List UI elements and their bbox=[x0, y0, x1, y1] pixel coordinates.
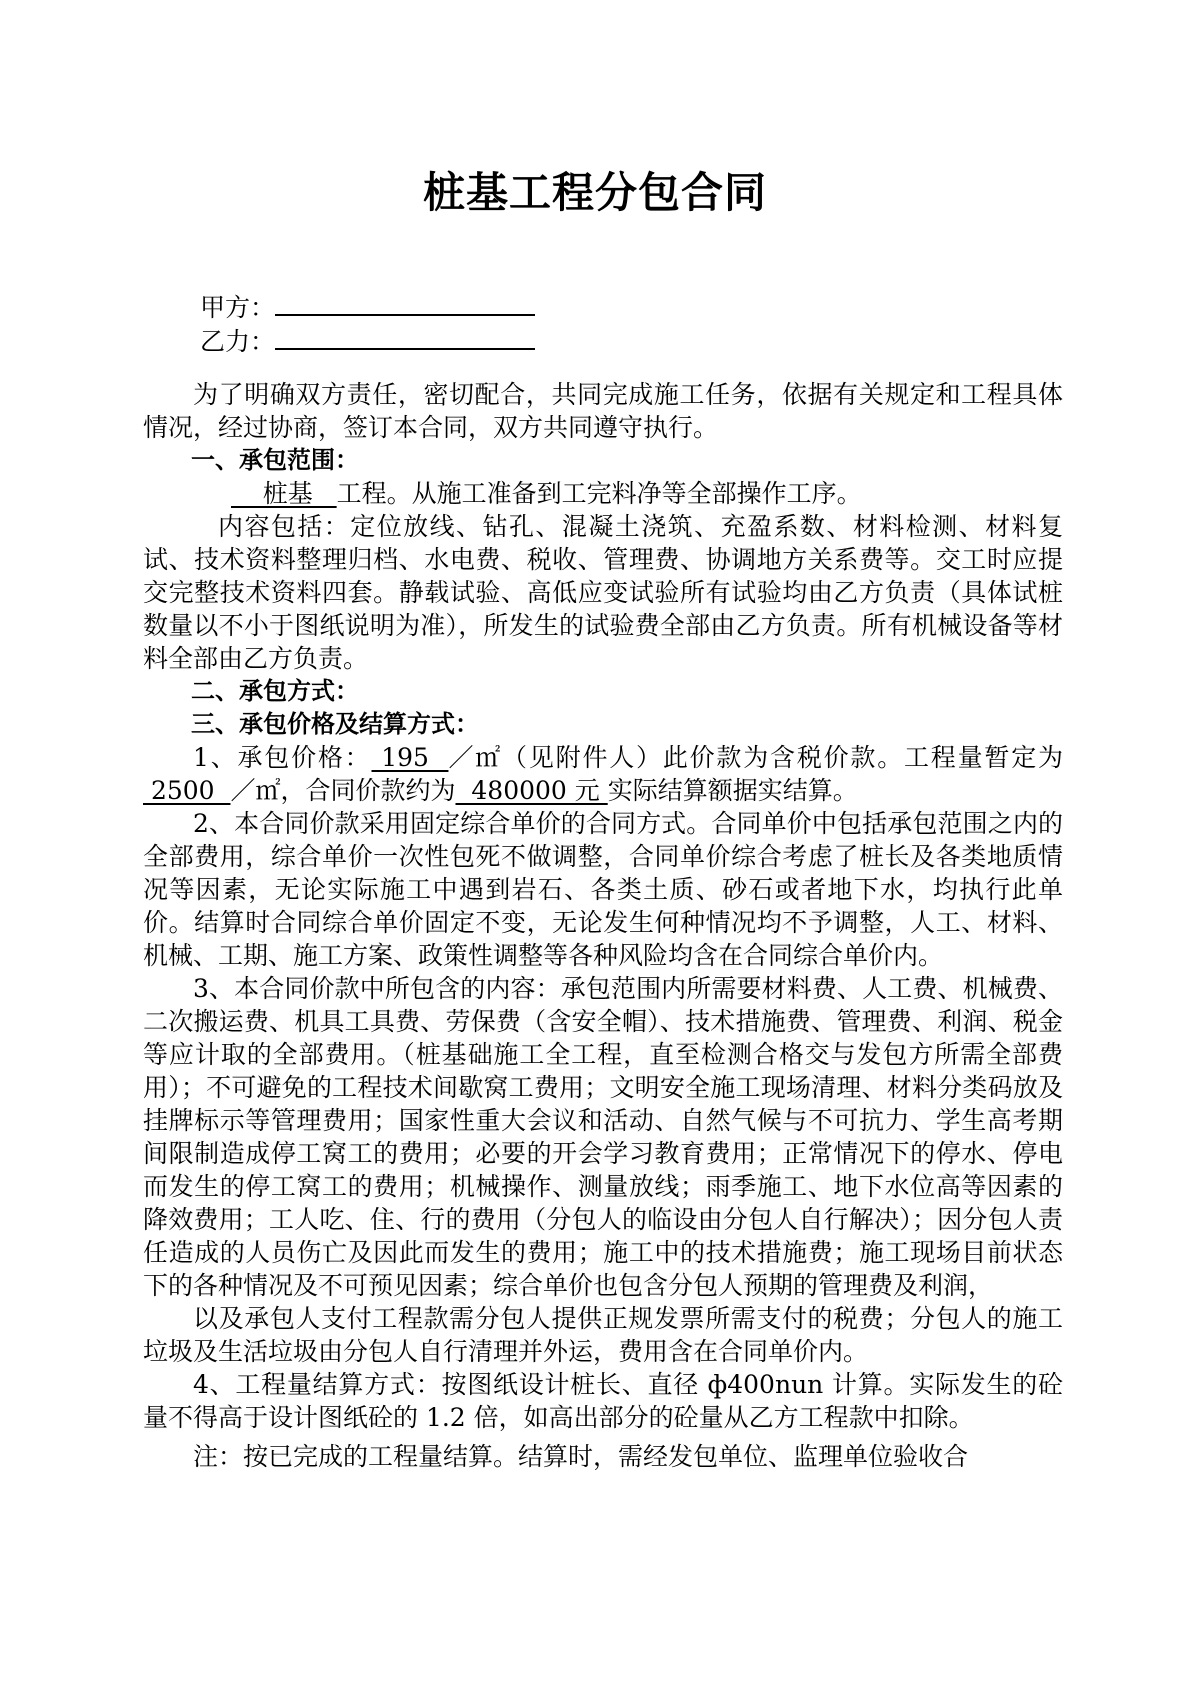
scope-content-paragraph: 内容包括：定位放线、钻孔、混凝土浇筑、充盈系数、材料检测、材料复试、技术资料整理归档、水电费、税收、管理费、协调地方关系费等。交工时应提交完整技术资料四套。静载试验、高低应变试验所有试验均由乙方负责（具体试桩数量以不小于图纸说明为准），所发生的试验费全部由乙方负责。所有机械设备等材料全部由乙方负责。 bbox=[143, 512, 1063, 673]
price-text-1: 1、承包价格： bbox=[193, 743, 372, 772]
price-paragraph bbox=[143, 741, 1063, 807]
party-b-line bbox=[200, 322, 535, 359]
party-b-label: 乙力： bbox=[200, 327, 276, 356]
total-price-value: 480000 元 bbox=[455, 776, 608, 805]
quantity-value: 2500 bbox=[143, 776, 231, 805]
section-1-heading: 一、承包范围： bbox=[191, 446, 359, 474]
intro-paragraph: 为了明确双方责任，密切配合，共同完成施工任务，依据有关规定和工程具体情况，经过协商，签订本合同，双方共同遵守执行。 bbox=[143, 380, 1063, 442]
document-title: 桩基工程分包合同 bbox=[422, 168, 767, 217]
party-a-blank bbox=[275, 288, 535, 316]
price-text-2: ／㎡（见附件人）此价款为含税价款。工程量暂定为 bbox=[448, 743, 1063, 772]
quantity-settlement-paragraph: 4、工程量结算方式：按图纸设计桩长、直径 ф400nun 计算。实际发生的砼量不得高于设计图纸砼的 1.2 倍，如高出部分的砼量从乙方工程款中扣除。 bbox=[143, 1370, 1063, 1432]
section-3-heading: 三、承包价格及结算方式： bbox=[191, 710, 479, 738]
fixed-price-paragraph: 2、本合同价款采用固定综合单价的合同方式。合同单价中包括承包范围之内的全部费用，综合单价一次性包死不做调整，合同单价综合考虑了桩长及各类地质情况等因素，无论实际施工中遇到岩石、各类土质、砂石或者地下水，均执行此单价。结算时合同综合单价固定不变，无论发生何种情况均不予调整，人工、材料、机械、工期、施工方案、政策性调整等各种风险均含在合同综合单价内。 bbox=[143, 809, 1063, 970]
party-b-blank bbox=[275, 322, 535, 350]
party-a-label: 甲方： bbox=[200, 293, 276, 322]
price-contents-paragraph: 3、本合同价款中所包含的内容：承包范围内所需要材料费、人工费、机械费、二次搬运费、机具工具费、劳保费（含安全帽）、技术措施费、管理费、利润、税金等应计取的全部费用。（桩基础施工全工程，直至检测合格交与发包方所需全部费用）；不可避免的工程技术间歇窝工费用；文明安全施工现场清理、材料分类码放及挂牌标示等管理费用；国家性重大会议和活动、自然气候与不可抗力、学生高考期间限制造成停工窝工的费用；必要的开会学习教育费用；正常情况下的停水、停电而发生的停工窝工的费用；机械操作、测量放线；雨季施工、地下水位高等因素的降效费用；工人吃、住、行的费用（分包人的临设由分包人自行解决）；因分包人责任造成的人员伤亡及因此而发生的费用；施工中的技术措施费；施工现场目前状态下的各种情况及不可预见因素；综合单价也包含分包人预期的管理费及利润， bbox=[143, 974, 1063, 1300]
scope-line bbox=[143, 477, 1063, 510]
scope-rest: 工程。从施工准备到工完料净等全部操作工序。 bbox=[336, 479, 862, 508]
price-text-3: ／㎡，合同价款约为 bbox=[230, 776, 456, 805]
section-2-heading: 二、承包方式： bbox=[191, 677, 359, 705]
unit-price-value: 195 bbox=[371, 743, 449, 772]
price-text-4: 实际结算额据实结算。 bbox=[607, 776, 858, 805]
price-contents-continued-paragraph: 以及承包人支付工程款需分包人提供正规发票所需支付的税费；分包人的施工垃圾及生活垃圾由分包人自行清理并外运，费用含在合同单价内。 bbox=[143, 1304, 1063, 1366]
contract-body bbox=[143, 378, 1063, 1473]
party-a-line bbox=[200, 288, 535, 325]
note-paragraph: 注：按已完成的工程量结算。结算时，需经发包单位、监理单位验收合 bbox=[193, 1442, 969, 1471]
scope-blank: 桩基 bbox=[231, 479, 337, 508]
